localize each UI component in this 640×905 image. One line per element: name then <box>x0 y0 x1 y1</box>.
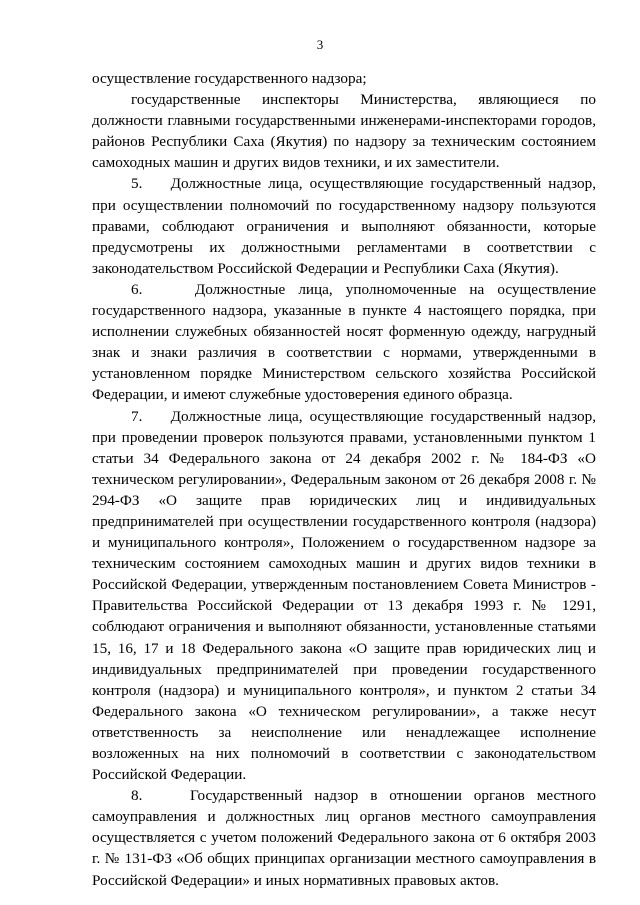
paragraph-item-5: 5. Должностные лица, осуществляющие государственный надзор, при осуществлении полномочий по государственному надзору пользуются правами, соблюдают ограничения и выполняют обязанности, которые предусмотрены их должностными регламентами в соответствии с законодательством Российской Федерации и Республики Саха (Якутия). <box>92 175 596 277</box>
paragraph-item-8: 8. Государственный надзор в отношении органов местного самоуправления и должностных лиц органов местного самоуправления осуществляется с учетом положений Федерального закона от 6 октября 2003 г. № 131-ФЗ «Об общих принципах организации местного самоуправления в Российской Федерации» и иных нормативных правовых актов. <box>92 787 596 889</box>
paragraph-item-6: 6. Должностные лица, уполномоченные на осуществление государственного надзора, указанные в пункте 4 настоящего порядка, при исполнении служебных обязанностей носят форменную одежду, нагрудный знак и знаки различия в соответствии с нормами, утвержденными в установленном порядке Министерством сельского хозяйства Российской Федерации, и имеют служебные удостоверения единого образца. <box>92 280 596 404</box>
page-number: 3 <box>316 37 324 52</box>
document-body <box>92 68 596 891</box>
paragraph-item-7: 7. Должностные лица, осуществляющие государственный надзор, при проведении проверок пользуются правами, установленными пунктом 1 статьи 34 Федерального закона от 24 декабря 2002 г. № 184-ФЗ «О техническом регулировании», Федеральным законом от 26 декабря 2008 г. № 294-ФЗ «О защите прав юридических лиц и индивидуальных предпринимателей при осуществлении государственного контроля (надзора) и муниципального контроля», Положением о государственном надзоре за техническим состоянием самоходных машин и других видов техники в Российской Федерации, утвержденным постановлением Совета Министров - Правительства Российской Федерации от 13 декабря 1993 г. № 1291, соблюдают ограничения и выполняют обязанности, установленные статьями 15, 16, 17 и 18 Федерального закона «О защите прав юридических лиц и индивидуальных предпринимателей при проведении государственного контроля (надзора) и муниципального контроля», и пунктом 2 статьи 34 Федерального закона «О техническом регулировании», а также несут ответственность за неисполнение или ненадлежащее исполнение возложенных на них полномочий в соответствии с законодательством Российской Федерации. <box>92 407 596 784</box>
paragraph-inspectors: государственные инспекторы Министерства, являющиеся по должности главными государственными инженерами-инспекторами городов, районов Республики Саха (Якутия) по надзору за техническим состоянием самоходных машин и других видов техники, и их заместители. <box>92 91 596 172</box>
paragraph-continuation: осуществление государственного надзора; <box>92 70 367 87</box>
